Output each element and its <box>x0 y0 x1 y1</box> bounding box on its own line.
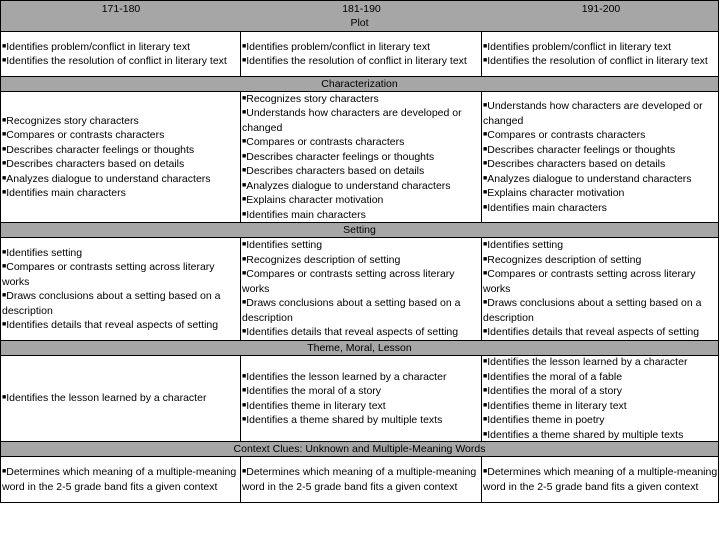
skill-text: Recognizes story characters <box>246 92 379 105</box>
table-cell <box>241 92 482 222</box>
table-cell <box>1 356 241 441</box>
list-item <box>483 157 718 172</box>
skill-text: Compares or contrasts setting across literary works <box>242 268 455 295</box>
bullet-icon: ■ <box>242 57 247 64</box>
bullet-icon: ■ <box>2 116 7 124</box>
section-title: Theme, Moral, Lesson <box>1 341 718 356</box>
skill-text: Recognizes description of setting <box>487 253 642 266</box>
list-item <box>483 413 718 428</box>
bullet-icon: ■ <box>483 42 488 50</box>
skill-text: Compares or contrasts setting across literary works <box>483 268 696 295</box>
section-title: Context Clues: Unknown and Multiple-Meaning Words <box>1 442 718 457</box>
column-header: 191-200 <box>581 3 621 15</box>
list-item <box>483 253 718 268</box>
list-item <box>2 289 240 318</box>
bullet-icon: ■ <box>483 102 488 109</box>
list-item <box>242 150 481 165</box>
table-cell <box>1 32 241 76</box>
list-item <box>242 238 481 253</box>
bullet-icon: ■ <box>483 203 488 211</box>
bullet-icon: ■ <box>242 372 247 380</box>
section-title: Characterization <box>1 77 718 92</box>
bullet-icon: ■ <box>2 394 7 402</box>
skill-text: Identifies setting <box>6 246 83 259</box>
list-item <box>483 428 718 443</box>
table-row <box>1 356 718 442</box>
column-header: 171-180 <box>101 3 141 15</box>
bullet-icon: ■ <box>483 372 488 380</box>
skill-text: Understands how characters are developed or changed <box>242 107 462 134</box>
bullet-icon: ■ <box>483 241 488 249</box>
bullet-icon: ■ <box>2 189 7 196</box>
bullet-icon: ■ <box>483 145 488 153</box>
list-item <box>483 325 718 340</box>
skill-text: Compares or contrasts characters <box>6 129 165 141</box>
table-row <box>1 457 718 502</box>
skill-text: Describes characters based on details <box>246 165 425 178</box>
bullet-icon: ■ <box>483 160 488 167</box>
bullet-icon: ■ <box>483 387 488 394</box>
table-cell <box>482 92 718 222</box>
list-item <box>2 54 240 69</box>
skill-text: Identifies problem/conflict in literary text <box>487 40 672 53</box>
bullet-icon: ■ <box>483 189 488 196</box>
list-item <box>483 186 718 201</box>
skill-text: Compares or contrasts setting across literary works <box>2 261 215 288</box>
bullet-icon: ■ <box>242 42 247 50</box>
table-cell <box>1 238 241 340</box>
skill-text: Identifies theme in poetry <box>487 414 605 426</box>
list-item <box>242 106 481 135</box>
list-item <box>242 193 481 208</box>
skill-text: Identifies main characters <box>487 201 607 214</box>
skill-text: Describes characters based on details <box>487 158 666 170</box>
bullet-icon: ■ <box>2 468 7 475</box>
list-item <box>483 355 718 370</box>
table-cell <box>1 92 241 222</box>
skill-text: Identifies problem/conflict in literary text <box>246 40 431 53</box>
list-item <box>483 399 718 414</box>
list-item <box>242 164 481 179</box>
list-item <box>483 201 718 216</box>
table-cell <box>482 356 718 441</box>
skill-text: Identifies a theme shared by multiple texts <box>246 414 443 426</box>
skill-text: Identifies the lesson learned by a character <box>6 392 207 405</box>
bullet-icon: ■ <box>483 416 488 423</box>
skill-text: Understands how characters are developed or changed <box>483 100 703 127</box>
skill-text: Identifies the lesson learned by a character <box>246 370 447 383</box>
bullet-icon: ■ <box>242 328 247 336</box>
list-item <box>242 179 481 194</box>
skill-text: Recognizes description of setting <box>246 253 401 266</box>
skill-text: Identifies details that reveal aspects of setting <box>487 326 700 339</box>
list-item <box>242 413 481 428</box>
bullet-icon: ■ <box>2 145 7 153</box>
skill-text: Determines which meaning of a multiple-meaning word in the 2-5 grade band fits a given context <box>483 466 718 493</box>
bullet-icon: ■ <box>483 270 488 278</box>
list-item <box>2 40 240 55</box>
section-title: Setting <box>1 223 718 238</box>
skill-text: Identifies details that reveal aspects of setting <box>6 319 219 331</box>
bullet-icon: ■ <box>2 292 7 299</box>
skill-text: Identifies setting <box>487 239 564 252</box>
bullet-icon: ■ <box>483 358 488 365</box>
bullet-icon: ■ <box>2 248 7 256</box>
skill-text: Explains character motivation <box>487 187 625 199</box>
list-item <box>242 465 481 494</box>
column-header: 181-190 <box>342 3 381 15</box>
bullet-icon: ■ <box>483 328 488 336</box>
skill-text: Identifies the resolution of conflict in literary text <box>6 55 227 67</box>
table-row <box>1 92 718 223</box>
list-item <box>242 399 481 414</box>
skill-text: Identifies the resolution of conflict in literary text <box>487 55 708 67</box>
bullet-icon: ■ <box>242 196 247 204</box>
bullet-icon: ■ <box>483 57 488 64</box>
skill-text: Describes characters based on details <box>6 158 185 170</box>
bullet-icon: ■ <box>2 263 7 270</box>
list-item <box>2 465 240 494</box>
skill-text: Identifies setting <box>246 239 323 252</box>
list-item <box>483 238 718 253</box>
bullet-icon: ■ <box>2 131 7 138</box>
list-item <box>242 253 481 268</box>
bullet-icon: ■ <box>242 167 247 175</box>
skill-text: Draws conclusions about a setting based on a description <box>2 290 221 317</box>
list-item <box>2 246 240 261</box>
table-header <box>1 1 718 32</box>
bullet-icon: ■ <box>2 160 7 167</box>
bullet-icon: ■ <box>483 468 488 475</box>
bullet-icon: ■ <box>242 210 247 218</box>
skill-text: Identifies theme in literary text <box>246 399 386 412</box>
bullet-icon: ■ <box>242 270 247 278</box>
bullet-icon: ■ <box>242 152 247 160</box>
list-item <box>483 99 718 128</box>
bullet-icon: ■ <box>242 416 247 423</box>
list-item <box>242 296 481 325</box>
skill-text: Determines which meaning of a multiple-meaning word in the 2-5 grade band fits a given context <box>2 466 237 493</box>
skill-text: Draws conclusions about a setting based on a description <box>483 297 702 324</box>
table-cell <box>1 457 241 502</box>
list-item <box>2 157 240 172</box>
bullet-icon: ■ <box>242 387 247 394</box>
skill-text: Identifies main characters <box>246 208 366 221</box>
list-item <box>483 128 718 143</box>
skill-text: Identifies details that reveal aspects of setting <box>246 326 459 339</box>
table-row <box>1 238 718 341</box>
list-item <box>2 172 240 187</box>
skill-text: Identifies the moral of a fable <box>487 370 623 383</box>
list-item <box>483 40 718 55</box>
skill-text: Identifies theme in literary text <box>487 399 627 412</box>
list-item <box>483 384 718 399</box>
list-item <box>483 54 718 69</box>
bullet-icon: ■ <box>242 468 247 475</box>
skill-text: Determines which meaning of a multiple-meaning word in the 2-5 grade band fits a given context <box>242 466 477 493</box>
bullet-icon: ■ <box>483 401 488 409</box>
skill-text: Identifies the moral of a story <box>487 385 623 397</box>
table-cell <box>241 238 482 340</box>
list-item <box>483 267 718 296</box>
bullet-icon: ■ <box>242 401 247 409</box>
list-item <box>2 260 240 289</box>
skill-text: Identifies main characters <box>6 187 126 199</box>
list-item <box>483 172 718 187</box>
skill-text: Describes character feelings or thoughts <box>487 143 676 156</box>
bullet-icon: ■ <box>483 174 488 182</box>
list-item <box>2 391 240 406</box>
bullet-icon: ■ <box>242 299 247 307</box>
list-item <box>242 384 481 399</box>
skill-text: Analyzes dialogue to understand characters <box>6 172 211 185</box>
bullet-icon: ■ <box>242 94 247 102</box>
skill-text: Analyzes dialogue to understand characters <box>246 179 451 192</box>
list-item <box>2 186 240 201</box>
skill-text: Identifies problem/conflict in literary text <box>6 40 191 53</box>
skill-text: Compares or contrasts characters <box>246 136 405 149</box>
skill-text: Describes character feelings or thoughts <box>246 150 435 163</box>
list-item <box>2 114 240 129</box>
bullet-icon: ■ <box>2 42 7 50</box>
table-row <box>1 32 718 77</box>
skill-text: Analyzes dialogue to understand characters <box>487 172 692 185</box>
list-item <box>242 370 481 385</box>
list-item <box>242 325 481 340</box>
table-cell <box>241 356 482 441</box>
table-cell <box>482 238 718 340</box>
bullet-icon: ■ <box>483 299 488 307</box>
bullet-icon: ■ <box>242 255 247 263</box>
skill-text: Identifies the resolution of conflict in literary text <box>246 55 467 67</box>
bullet-icon: ■ <box>2 57 7 64</box>
bullet-icon: ■ <box>242 138 247 146</box>
skill-text: Identifies the moral of a story <box>246 385 382 397</box>
bullet-icon: ■ <box>242 109 247 117</box>
table-cell <box>241 457 482 502</box>
table-cell <box>241 32 482 76</box>
bullet-icon: ■ <box>483 255 488 263</box>
skill-text: Identifies the lesson learned by a character <box>487 356 688 368</box>
skill-text: Describes character feelings or thoughts <box>6 143 195 156</box>
list-item <box>483 370 718 385</box>
skill-text: Recognizes story characters <box>6 114 139 127</box>
table-cell <box>482 32 718 76</box>
bullet-icon: ■ <box>2 174 7 182</box>
list-item <box>242 208 481 223</box>
list-item <box>242 267 481 296</box>
list-item <box>483 143 718 158</box>
list-item <box>2 318 240 333</box>
skill-text: Explains character motivation <box>246 194 384 207</box>
list-item <box>242 40 481 55</box>
list-item <box>242 92 481 107</box>
bullet-icon: ■ <box>483 430 488 438</box>
skill-text: Identifies a theme shared by multiple texts <box>487 428 684 441</box>
list-item <box>242 54 481 69</box>
table-cell <box>482 457 718 502</box>
bullet-icon: ■ <box>2 321 7 328</box>
list-item <box>483 296 718 325</box>
list-item <box>483 465 718 494</box>
list-item <box>2 128 240 143</box>
skill-text: Draws conclusions about a setting based on a description <box>242 297 461 324</box>
list-item <box>2 143 240 158</box>
bullet-icon: ■ <box>242 241 247 249</box>
list-item <box>242 135 481 150</box>
bullet-icon: ■ <box>483 131 488 138</box>
bullet-icon: ■ <box>242 181 247 189</box>
skill-text: Compares or contrasts characters <box>487 129 646 141</box>
section-title: Plot <box>350 17 369 29</box>
